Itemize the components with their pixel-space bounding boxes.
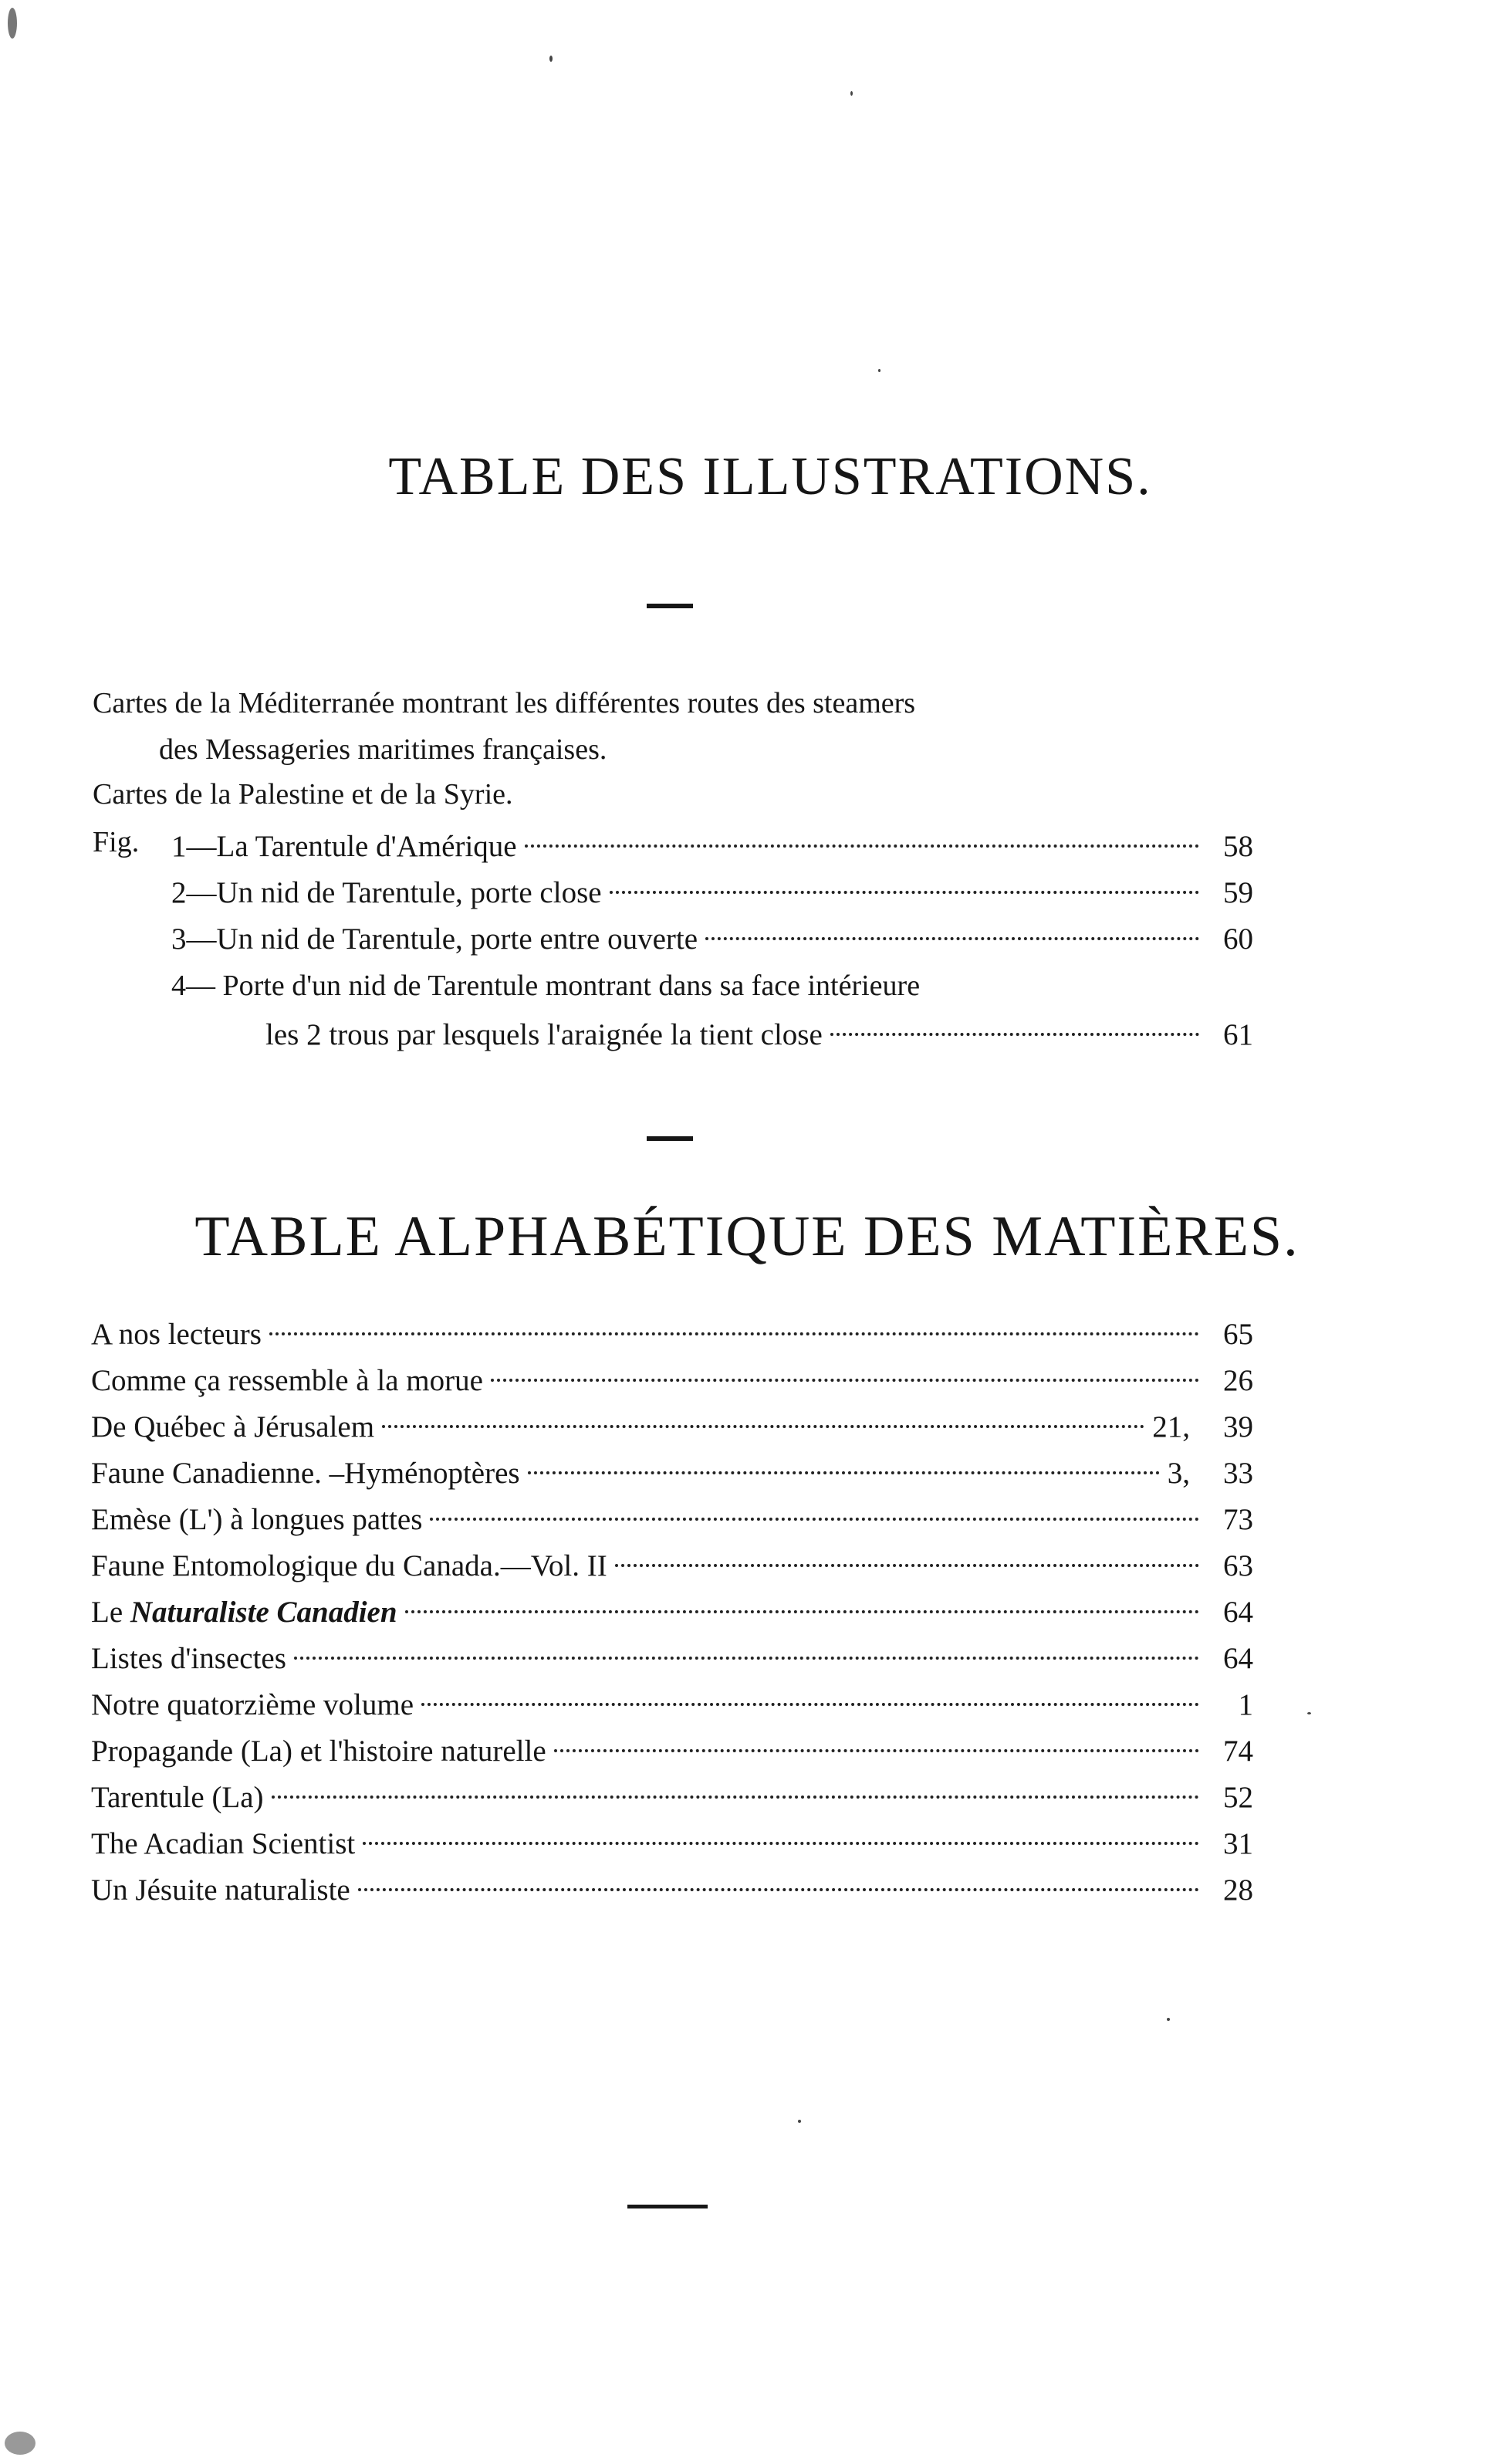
list-item [91,1873,1253,1908]
entry-label: Listes d'insectes [91,1642,286,1675]
intro-line: Cartes de la Palestine et de la Syrie. [93,778,513,811]
page-number: 59 [1223,876,1253,909]
entry-label: De Québec à Jérusalem [91,1410,375,1444]
leader-dots [528,1471,1160,1474]
leader-dots [382,1425,1144,1428]
section-divider [647,604,693,608]
page-number: 61 [1223,1018,1253,1051]
leader-dots [525,844,1199,848]
list-item [91,1410,1253,1445]
page-number: 26 [1223,1364,1253,1397]
alphabetical-title: TABLE ALPHABÉTIQUE DES MATIÈRES. [194,1205,1300,1268]
leader-dots [294,1657,1199,1660]
scan-speck [798,2120,801,2123]
list-item [91,1317,1253,1352]
fig-label: Fig. [93,826,140,858]
leader-dots [610,891,1199,894]
leader-dots [269,1332,1199,1335]
list-item [91,1687,1253,1723]
page-number: 58 [1223,830,1253,863]
page-number: 52 [1223,1781,1253,1814]
entry-label-prefix: Le [91,1596,123,1629]
list-item [91,1780,1253,1816]
leader-dots [615,1564,1199,1567]
leader-dots [705,937,1199,940]
scan-speck [5,2432,35,2455]
entry-label [91,1595,397,1630]
leader-dots [830,1033,1199,1036]
leader-dots [421,1703,1199,1706]
list-item [91,1363,1253,1399]
leader-dots [363,1842,1199,1845]
list-item [91,1502,1253,1538]
figure-label: 2—Un nid de Tarentule, porte close [171,876,602,909]
figure-entry [171,875,1253,911]
page-number: 64 [1223,1596,1253,1629]
scan-speck [549,56,553,62]
list-item [91,1734,1253,1769]
end-divider [627,2205,708,2208]
page-number: 39 [1223,1410,1253,1444]
list-item [91,1826,1253,1862]
scan-speck [1167,2018,1170,2021]
list-item [91,1641,1253,1677]
list-item [91,1456,1253,1491]
page-number: 1 [1238,1688,1253,1721]
entry-label-italic: Naturaliste Canadien [130,1596,397,1629]
illustrations-title: TABLE DES ILLUSTRATIONS. [388,447,1152,506]
page-number: 60 [1223,922,1253,956]
entry-label: Faune Canadienne. –Hyménoptères [91,1457,520,1490]
scan-speck [850,91,853,96]
entry-label: A nos lecteurs [91,1318,262,1351]
section-divider [647,1136,693,1141]
leader-dots [554,1749,1199,1752]
leader-dots [358,1888,1199,1891]
volume-number: 3, [1167,1457,1190,1490]
figure-entry [171,829,1253,865]
scan-speck [1307,1712,1311,1714]
intro-line: des Messageries maritimes françaises. [159,733,607,766]
entry-label: Faune Entomologique du Canada.—Vol. II [91,1549,607,1582]
intro-line: Cartes de la Méditerranée montrant les différentes routes des steamers [93,687,916,719]
scan-speck [878,369,881,372]
entry-label: The Acadian Scientist [91,1827,356,1860]
leader-dots [272,1796,1199,1799]
entry-label: Tarentule (La) [91,1781,264,1814]
figure-entry [171,922,1253,957]
entry-label: Notre quatorzième volume [91,1688,414,1721]
entry-label: Propagande (La) et l'histoire naturelle [91,1735,546,1768]
figure-label: les 2 trous par lesquels l'araignée la tient close [265,1018,823,1051]
page-number: 31 [1223,1827,1253,1860]
figure-4-line-1: 4— Porte d'un nid de Tarentule montrant dans sa face intérieure [171,970,921,1002]
entry-label: Un Jésuite naturaliste [91,1873,350,1907]
figure-entry [265,1017,1253,1053]
figure-label: 3—Un nid de Tarentule, porte entre ouverte [171,922,698,956]
page-number: 28 [1223,1873,1253,1907]
figure-label: 1—La Tarentule d'Amérique [171,830,517,863]
volume-number: 21, [1152,1410,1190,1444]
list-item [91,1548,1253,1584]
leader-dots [405,1610,1199,1613]
page-number: 33 [1223,1457,1253,1490]
entry-label: Emèse (L') à longues pattes [91,1503,423,1536]
entry-label: Comme ça ressemble à la morue [91,1364,483,1397]
scan-speck [8,8,17,39]
list-item [91,1595,1253,1630]
page-number: 65 [1223,1318,1253,1351]
page-number: 73 [1223,1503,1253,1536]
page-number: 74 [1223,1735,1253,1768]
leader-dots [491,1379,1199,1382]
leader-dots [430,1518,1199,1521]
page-number: 63 [1223,1549,1253,1582]
page-number: 64 [1223,1642,1253,1675]
